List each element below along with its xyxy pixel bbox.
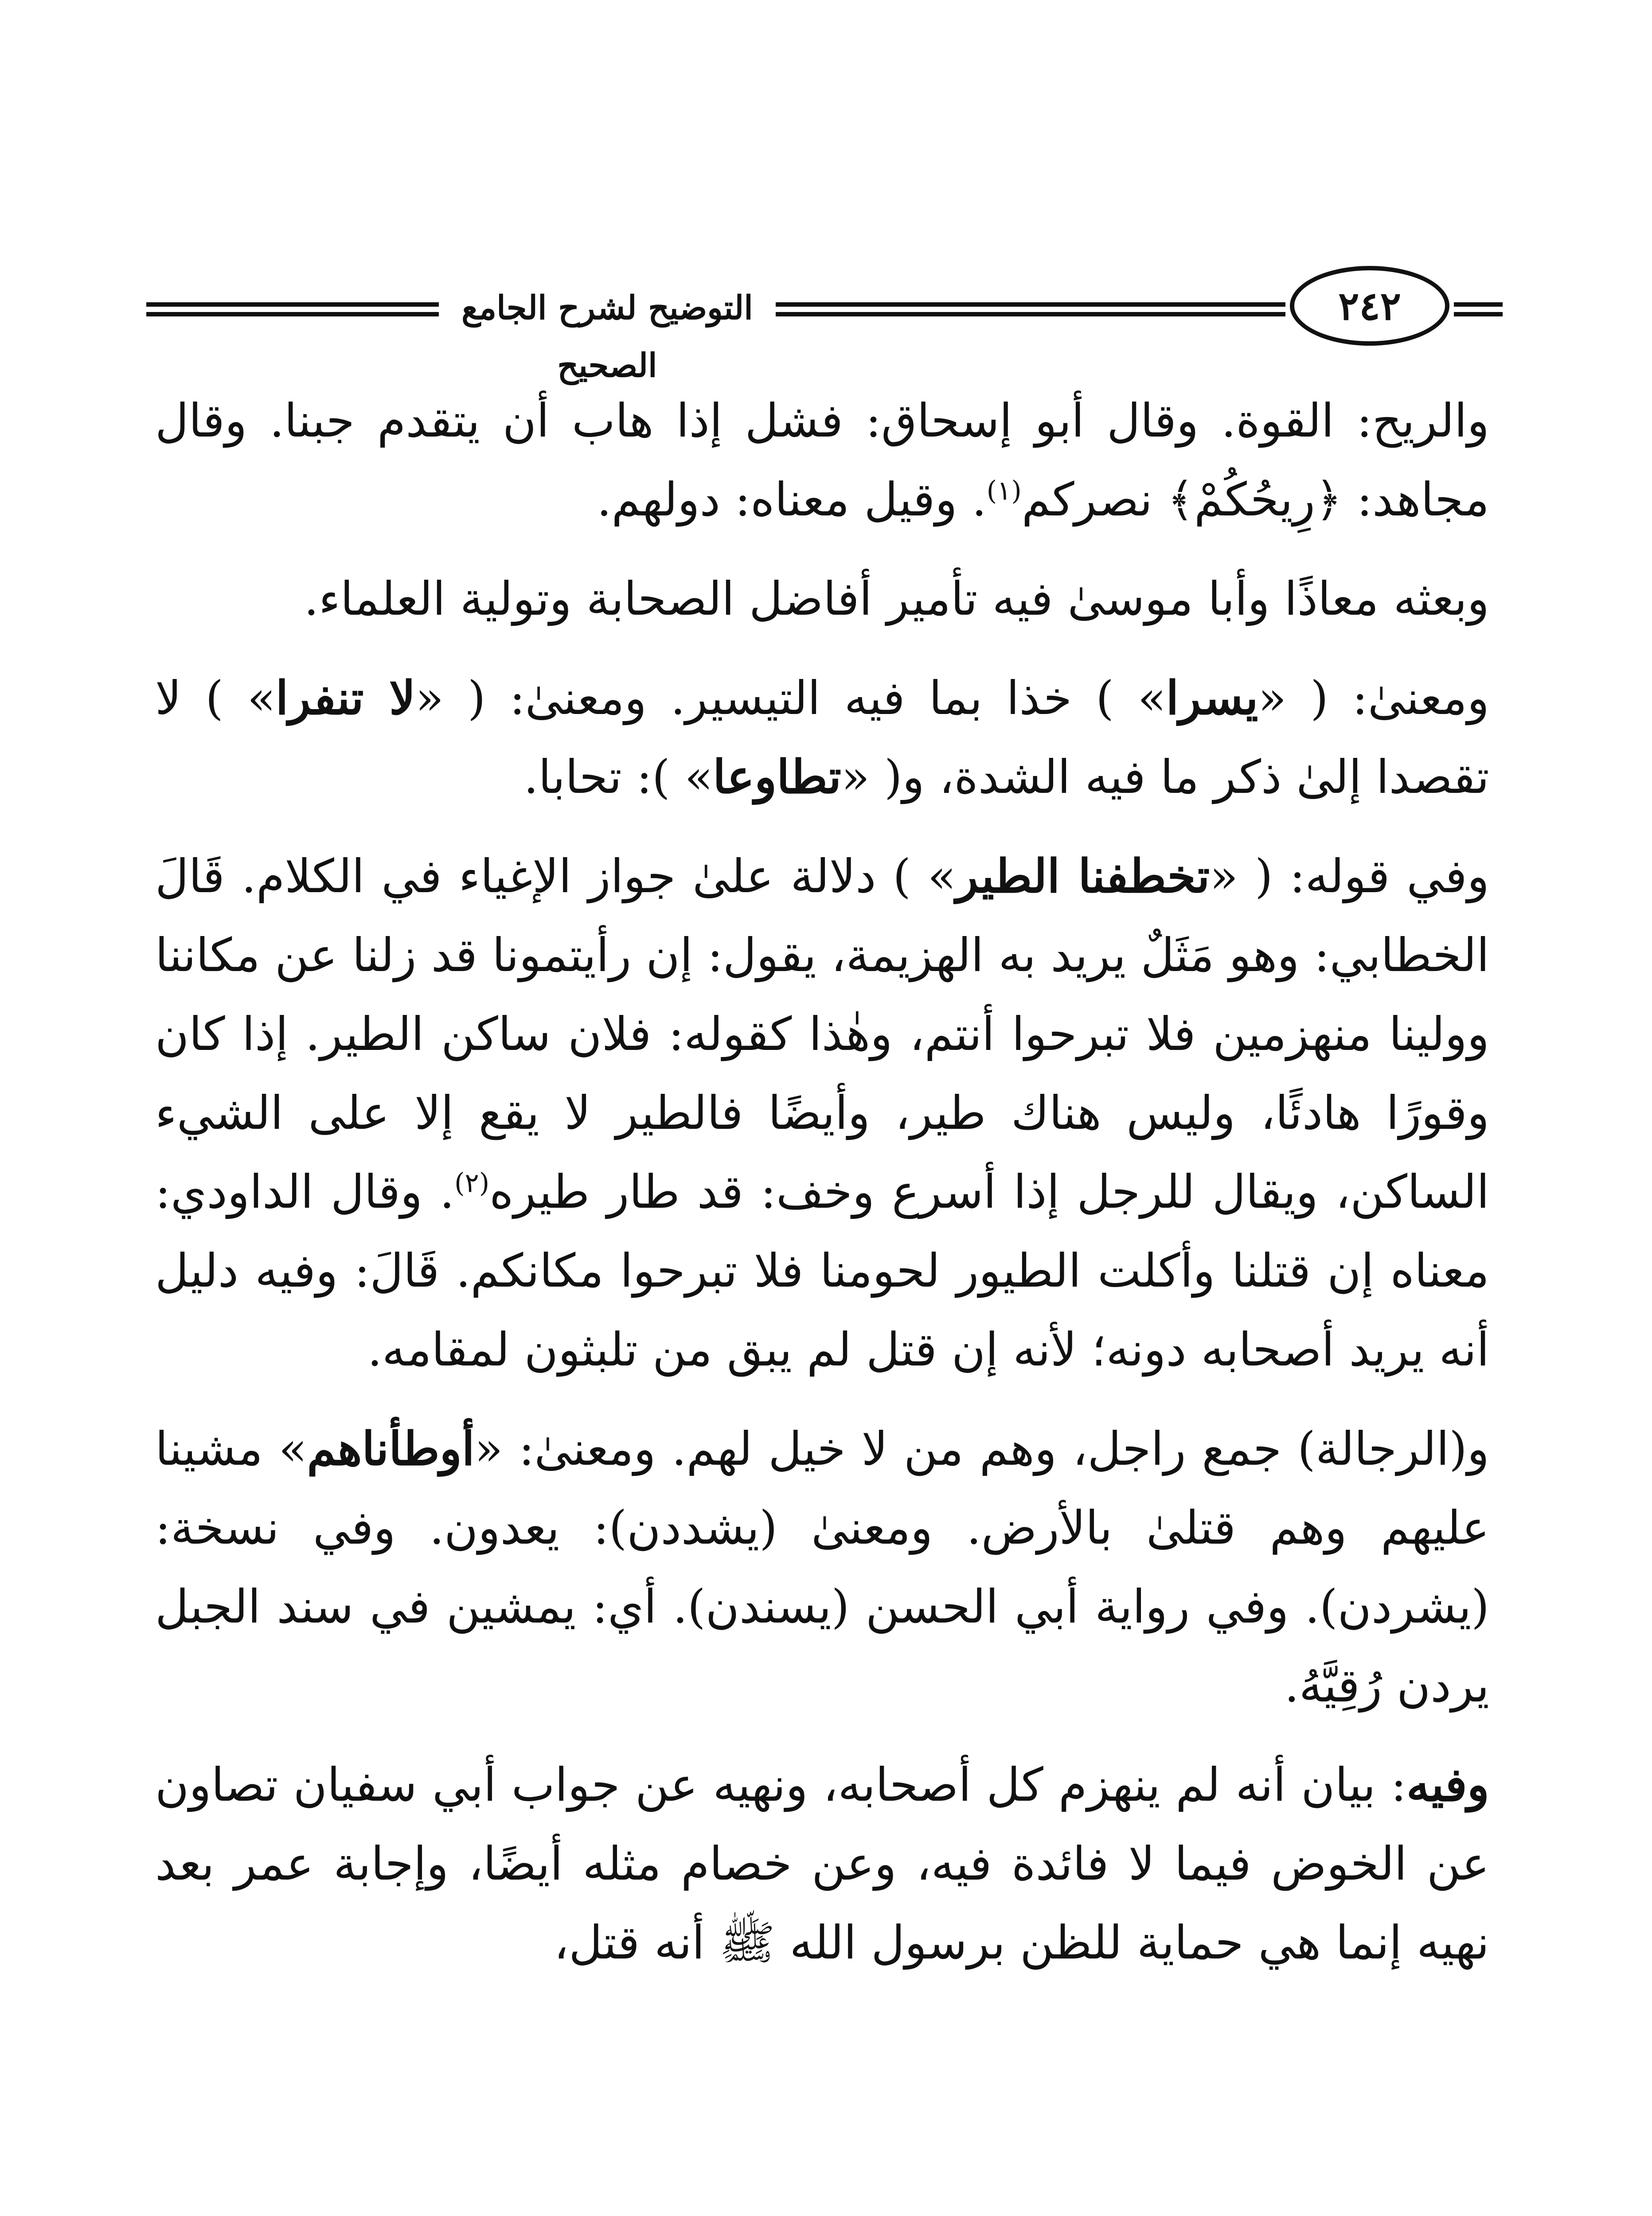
header-rule-right [1454,302,1503,307]
bold-term: لا تنفرا [275,671,416,725]
paragraph-text: . وقيل معناه: دولهم. [597,472,987,527]
paragraph-text: ومعنىٰ: ( « [1258,671,1490,725]
paragraph [155,1745,1489,1982]
paragraph-text: و(الرجالة) جمع راجل، وهم من لا خيل لهم. ومعنىٰ: « [474,1422,1490,1476]
paragraph-text: » ) خذا بما فيه التيسير. ومعنىٰ: ( « [415,671,1166,725]
paragraph-text: : بيان أنه لم ينهزم كل أصحابه، ونهيه عن جواب أبي سفيان تصاون عن الخوض فيما لا فائدة فيه، وعن خصام مثله أيضًا، وإجابة عمر بعد نهيه إنما هي حماية للظن برسول الله ﷺ أنه قتل، [155,1758,1489,1970]
bold-term: أوطأناهم [307,1421,475,1476]
header-rule-left [146,302,439,307]
paragraph-text: وفي قوله: ( « [1210,849,1489,903]
paragraph-text: وبعثه معاذًا وأبا موسىٰ فيه تأمير أفاضل الصحابة وتولية العلماء. [304,572,1489,626]
paragraph-text: والريح: القوة. وقال أبو إسحاق: فشل إذا هاب أن يتقدم جبنا. وقال مجاهد: ﴿رِيحُكُمْ﴾ نصركم [155,394,1489,527]
bold-term: وفيه [1406,1757,1489,1812]
footnote-ref: (٢) [454,1167,490,1199]
paragraph-text: » ): تحابا. [523,750,713,804]
paragraph-text: » ) دلالة علىٰ جواز الإغياء في الكلام. قَالَ الخطابي: وهو مَثَلٌ يريد به الهزيمة، يقول: إن رأيتمونا قد زلنا عن مكاننا وولينا منهزمين فلا تبرحوا أنتم، وهٰذا كقوله: فلان ساكن الطير. إذا كان وقورًا هادئًا، وليس هناك طير، وأيضًا فالطير لا يقع إلا على الشيء الساكن، ويقال للرجل إذا أسرع وخف: قد طار طيره [155,849,1490,1219]
paragraph [155,1409,1489,1725]
bold-term: يسرا [1166,671,1258,725]
paragraph-text: » ) لا تقصدا إلىٰ ذكر ما فيه الشدة، و( « [155,671,1489,804]
bold-term: تخطفنا الطير [956,849,1210,903]
paragraph-text: . وقال الداودي: معناه إن قتلنا وأكلت الطيور لحومنا فلا تبرحوا مكانكم. قَالَ: وفيه دليل أنه يريد أصحابه دونه؛ لأنه إن قتل لم يبق من تلبثون لمقامه. [155,1165,1489,1377]
paragraph [155,659,1489,816]
page-number: ٢٤٢ [1290,266,1449,346]
paragraph [155,559,1489,638]
paragraph [155,837,1489,1389]
running-title: التوضيح لشرح الجامع الصحيح [461,289,753,385]
page-header [146,266,1498,385]
main-text [155,381,1489,2002]
paragraph [155,381,1489,539]
footnote-ref: (١) [986,475,1022,507]
paragraph-text: » مشينا عليهم وهم قتلىٰ بالأرض. ومعنىٰ (يشددن): يعدون. وفي نسخة: (يشردن). وفي رواية أبي الحسن (يسندن). أي: يمشين في سند الجبل يردن رُقِيَّهُ. [155,1422,1489,1713]
bold-term: تطاوعا [713,749,842,804]
header-rule-middle [776,302,1285,307]
